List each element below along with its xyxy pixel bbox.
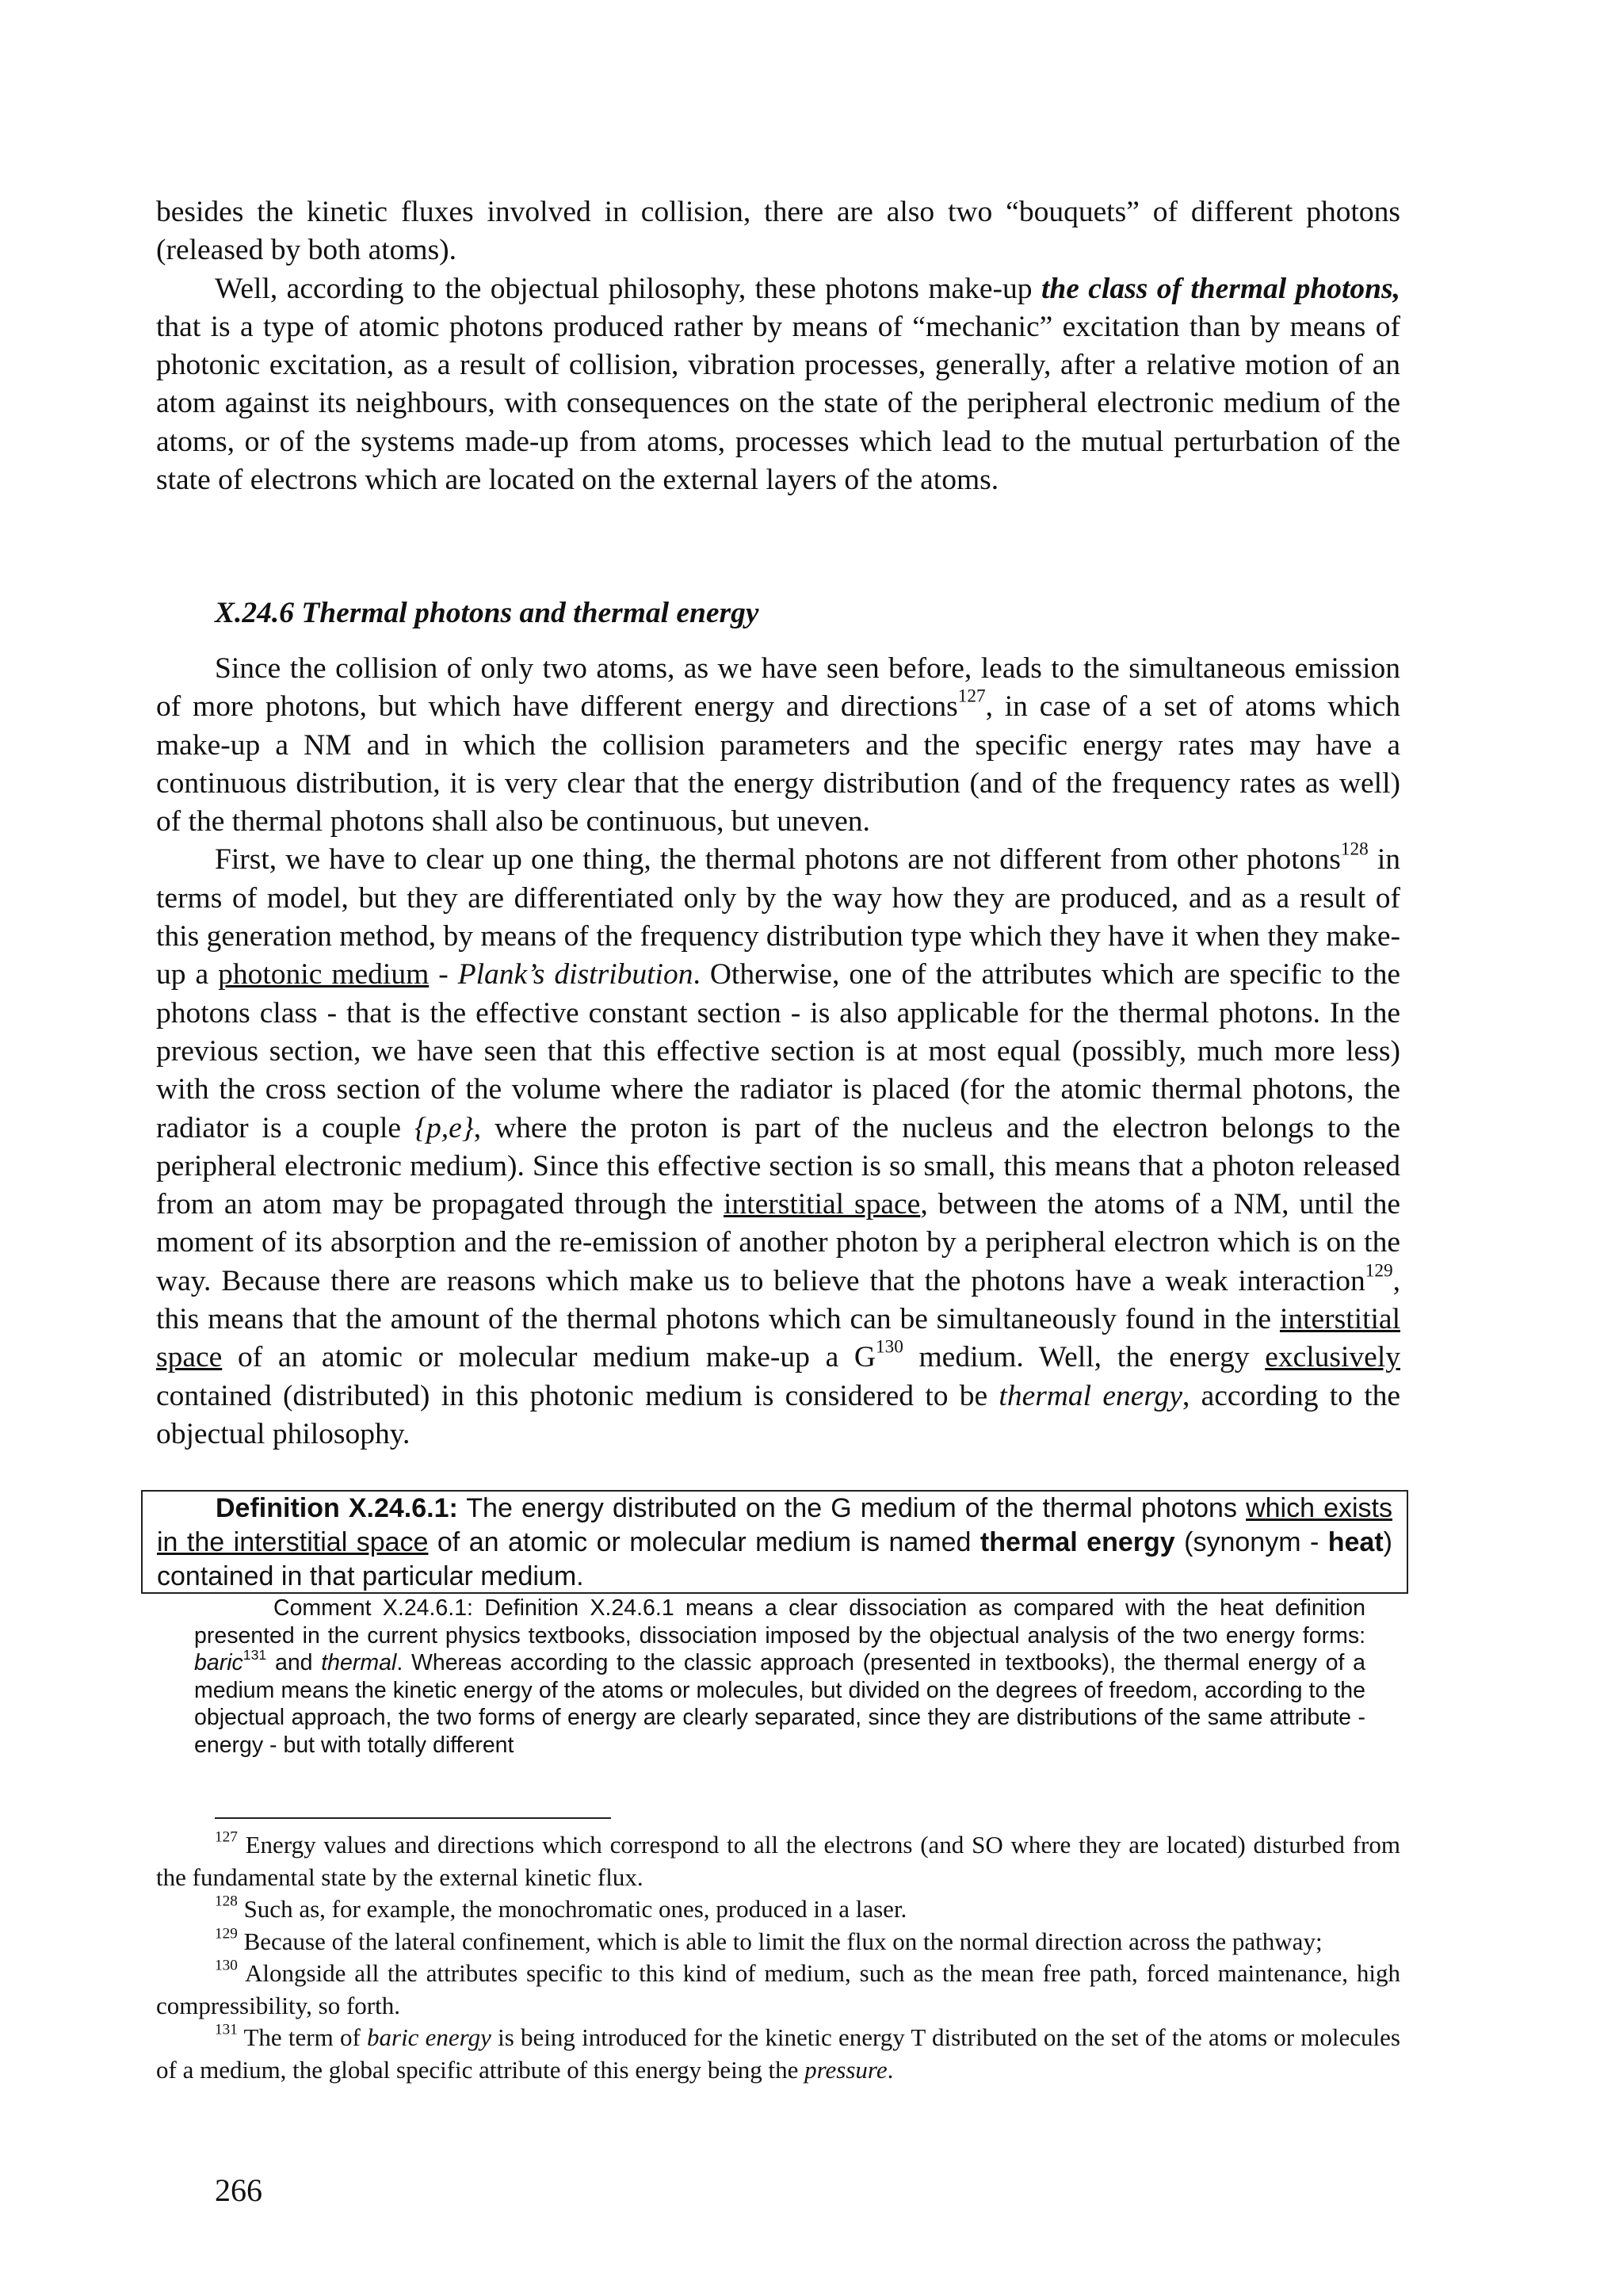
term-planks-distribution: Plank’s distribution — [457, 958, 693, 991]
paragraph-thermal-energy: First, we have to clear up one thing, the thermal photons are not different from other photons$^{128}$ in terms of model, but they are differentiated only by the way how they are produced, and as a result of this generation method, by means of the frequency distribution type which they have it when they make-up a photonic medium - Plank’s distribution. Otherwise, one of the attributes which are specific to the photons class - that is the effective constant section - is also applicable for the thermal photons. In the previous section, we have seen that this effective section is at most equal (possibly, much more less) with the cross section of the volume where the radiator is placed (for the atomic thermal photons, the radiator is a couple {p,e}, where the proton is part of the nucleus and the electron belongs to the peripheral electronic medium). Since this effective section is so small, this means that a photon released from an atom may be propagated through the interstitial space, between the atoms of a NM, until the moment of its absorption and the re-emission of another photon by a peripheral electron which is on the way. Because there are reasons which make us to believe that the photons have a weak interaction$^{129}$, this means that the amount of the thermal photons which can be simultaneously found in the interstitial space of an atomic or molecular medium make-up a $G^{130}$ medium. Well, the energy exclusively contained (distributed) in this photonic medium is considered to be thermal energy, according to the objectual philosophy. — [156, 839, 1401, 1450]
term-thermal-energy: thermal energy — [999, 1379, 1182, 1412]
definition-text: Definition X.24.6.1: The energy distributed on the G medium of the thermal photons which exists in the interstitial space of an atomic or molecular medium is named thermal energy (synonym - heat) contained in that particular medium. — [157, 1493, 1392, 1591]
paragraph-thermal-photons-class: Well, according to the objectual philosophy, these photons make-up the class of thermal photons, that is a type of atomic photons produced rather by means of “mechanic” excitation than by means of photonic excitation, as a result of collision, vibration processes, generally, after a relative motion of an atom against its neighbours, with consequences on the state of the peripheral electronic medium of the atoms, or of the systems made-up from atoms, processes which lead to the mutual perturbation of the state of electrons which are located on the external layers of the atoms. — [156, 272, 1401, 497]
footnote-128: $^{128}$ Such as, for example, the monochromatic ones, produced in a laser. — [215, 1893, 907, 1923]
footnote-127: $^{127}$ Energy values and directions which correspond to all the electrons (and SO where they are located) disturbed from the fundamental state by the external kinetic flux. — [156, 1828, 1400, 1891]
body-text-top — [156, 193, 1400, 499]
footnote-separator — [215, 1817, 611, 1819]
footnote-130: $^{130}$ Alongside all the attributes specific to this kind of medium, such as the mean free path, forced maintenance, high compressibility, so forth. — [156, 1957, 1400, 2019]
footnote-ref-129[interactable]: 129 — [1365, 1260, 1393, 1282]
paragraph-collision-emission: Since the collision of only two atoms, as we have seen before, leads to the simultaneous emission of more photons, but which have different energy and directions$^{127}$, in case of a set of atoms which make-up a NM and in which the collision parameters and the specific energy rates may have a continuous distribution, it is very clear that the energy distribution (and of the frequency rates as well) of the thermal photons shall also be continuous, but uneven. — [156, 652, 1400, 839]
term-interstitial-space-2: interstitial space — [156, 1303, 1400, 1374]
term-interstitial-space: interstitial space — [724, 1188, 921, 1221]
body-text-section — [156, 650, 1400, 1454]
footnote-ref-131[interactable]: 131 — [242, 1646, 267, 1663]
footnote-131: $^{131}$ The term of baric energy is being introduced for the kinetic energy T distributed on the set of the atoms or molecules of a medium, the global specific attribute of this energy being the pressure. — [156, 2021, 1400, 2084]
footnote-ref-127[interactable]: 127 — [957, 686, 986, 707]
footnote-ref-130[interactable]: 130 — [875, 1336, 903, 1358]
paragraph-continuation: besides the kinetic fluxes involved in collision, there are also two “bouquets” of different photons (released by both atoms). — [156, 196, 1400, 267]
footnote-ref-128[interactable]: 128 — [1340, 839, 1369, 861]
definition-label: Definition X.24.6.1: — [216, 1493, 458, 1523]
emphasis-class-of-thermal-photons: the class of thermal photons, — [1041, 272, 1401, 305]
term-photonic-medium: photonic medium — [218, 958, 430, 991]
term-pe-couple: {p,e} — [414, 1111, 474, 1144]
term-exclusively: exclusively — [1265, 1341, 1400, 1374]
comment-text: Comment X.24.6.1: Definition X.24.6.1 means a clear dissociation as compared with the heat definition presented in the current physics textbooks, dissociation imposed by the objectual analysis of the two energy forms: baric$^{131}$ and thermal. Whereas according to the classic approach (presented in textbooks), the thermal energy of a medium means the kinetic energy of the atoms or molecules, but divided on the degrees of freedom, according to the objectual approach, the two forms of energy are clearly separated, since they are distributions of the same attribute - energy - but with totally different — [194, 1595, 1365, 1758]
comment-block — [194, 1595, 1365, 1759]
footnotes — [156, 1829, 1400, 2086]
page-number: 266 — [215, 2172, 262, 2208]
section-heading: X.24.6 Thermal photons and thermal energy — [215, 597, 759, 629]
definition-box — [141, 1490, 1408, 1594]
footnote-129: $^{129}$ Because of the lateral confinement, which is able to limit the flux on the normal direction across the pathway; — [215, 1925, 1323, 1955]
